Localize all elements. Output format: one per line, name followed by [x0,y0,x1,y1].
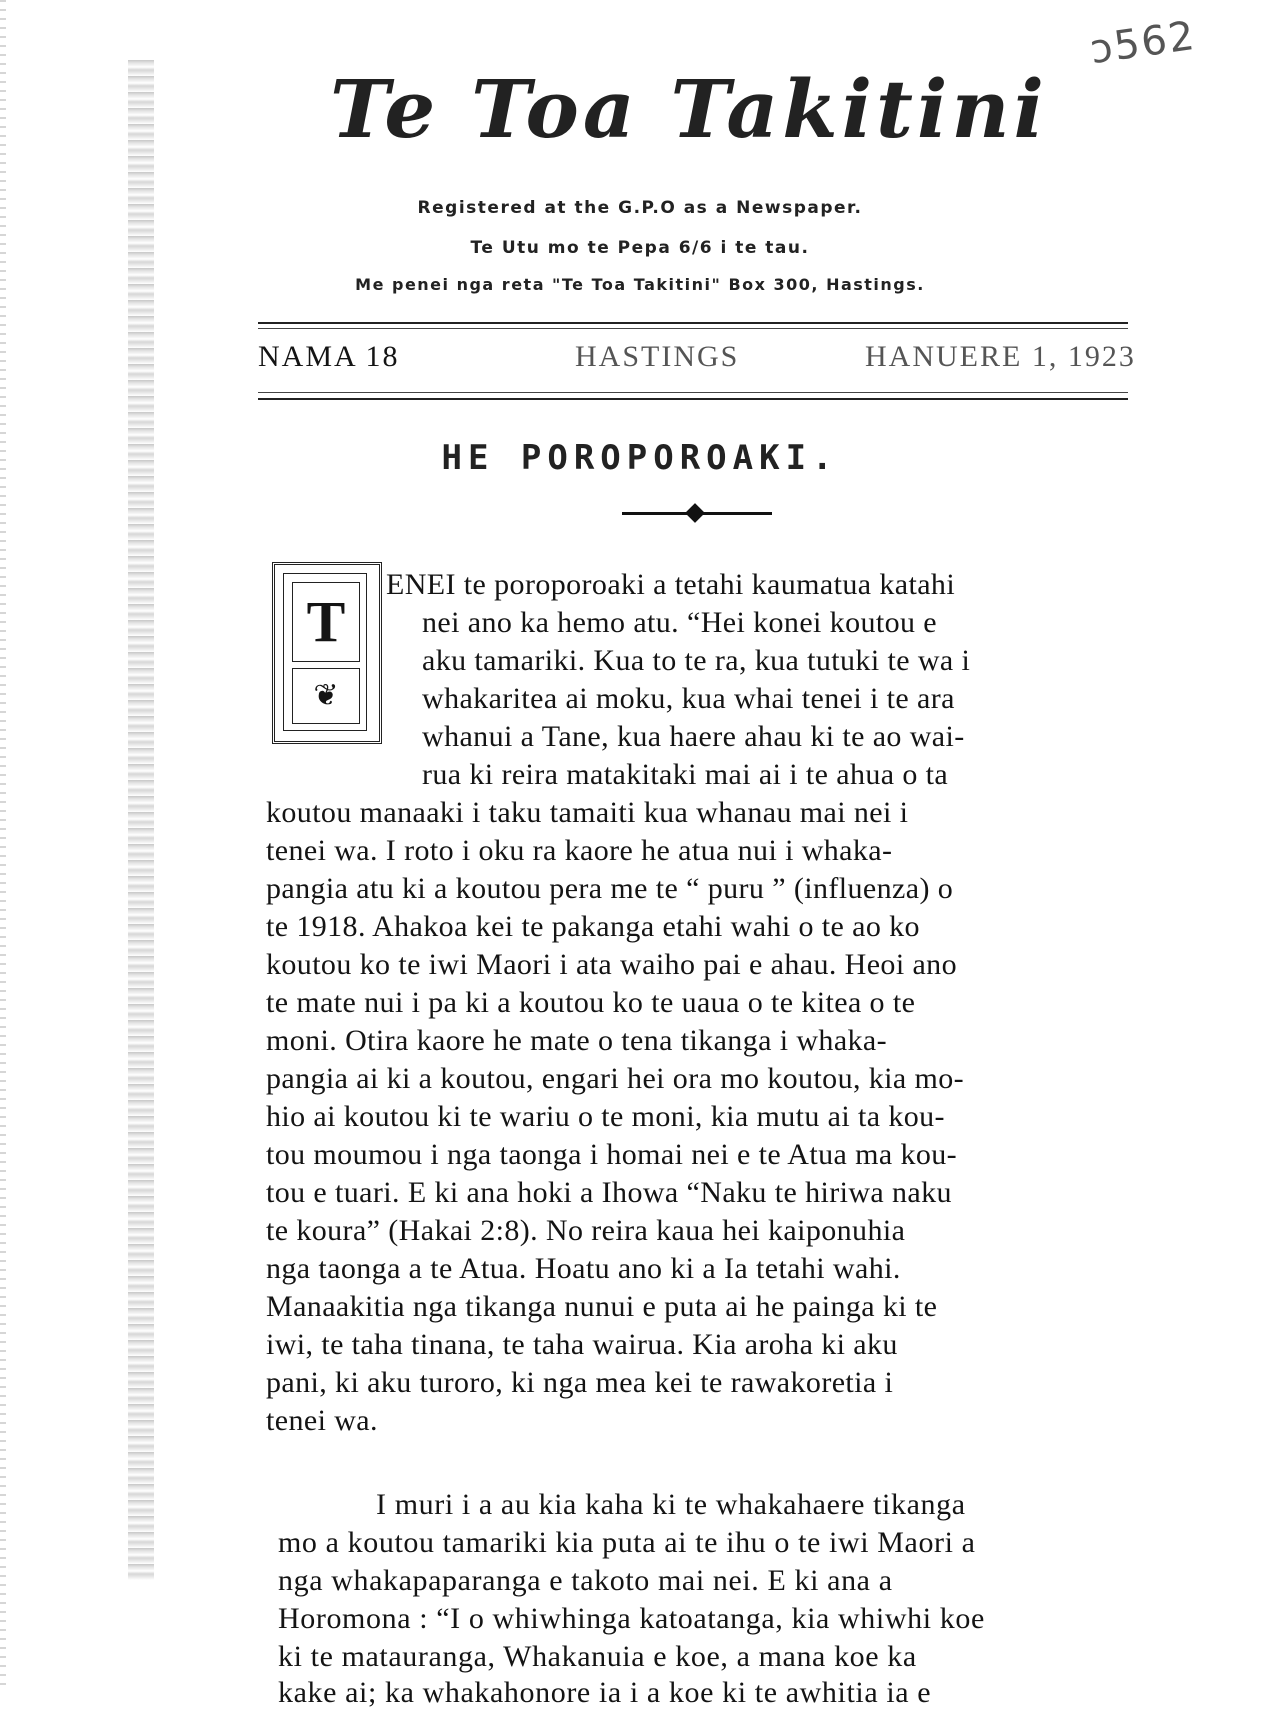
handwritten-note: ɔ562 [1087,12,1200,74]
text-line: rua ki reira matakitaki mai ai i te ahua o ta [422,758,949,791]
text-line: nga taonga a te Atua. Hoatu ano ki a Ia tetahi wahi. [266,1252,901,1285]
text-line: kake ai; ka whakahonore ia i a koe ki te awhitia ia e [278,1676,932,1709]
text-line: whanui a Tane, kua haere ahau ki te ao wai- [422,720,965,753]
text-line: pangia atu ki a koutou pera me te “ puru ” (influenza) o [266,872,954,905]
text-line: pani, ki aku turoro, ki nga mea kei te rawakoretia i [266,1366,894,1399]
masthead-title: Te Toa Takitini [330,62,1048,156]
article-title: HE POROPOROAKI. [441,438,839,478]
rule-top-thin [258,328,1128,329]
text-line: te mate nui i pa ki a koutou ko te uaua o te kitea o te [266,986,916,1019]
registration-line: Registered at the G.P.O as a Newspaper. [417,198,863,218]
text-line: hio ai koutou ki te wariu o te moni, kia mutu ai ta kou- [266,1100,945,1133]
text-line: tou e tuari. E ki ana hoki a Ihowa “Naku te hiriwa naku [266,1176,952,1209]
drop-cap-frame [283,573,367,731]
address-line: Me penei nga reta "Te Toa Takitini" Box 300, Hastings. [355,275,925,294]
text-line: iwi, te taha tinana, te taha wairua. Kia aroha ki aku [266,1328,898,1361]
text-line: I muri i a au kia kaha ki te whakahaere tikanga [376,1488,966,1521]
text-line: nei ano ka hemo atu. “Hei konei koutou e [422,606,938,639]
price-line: Te Utu mo te Pepa 6/6 i te tau. [470,238,810,258]
rule-bottom-thin [258,392,1128,393]
drop-cap-box [272,562,382,744]
text-line-cut [278,1676,932,1709]
issue-date: HANUERE 1, 1923 [865,340,1136,373]
text-line: mo a koutou tamariki kia puta ai te ihu o te iwi Maori a [278,1526,976,1559]
text-line: tou moumou i nga taonga i homai nei e te Atua ma kou- [266,1138,958,1171]
text-line: Manaakitia nga tikanga nunui e puta ai he painga ki te [266,1290,938,1323]
text-line: moni. Otira kaore he mate o tena tikanga i whaka- [266,1024,888,1057]
text-line: tenei wa. I roto i oku ra kaore he atua nui i whaka- [266,834,893,867]
divider-diamond [685,503,705,523]
text-line: koutou ko te iwi Maori i ata waiho pai e ahau. Heoi ano [266,948,957,981]
text-line: ENEI te poroporoaki a tetahi kaumatua katahi [386,568,956,601]
text-line: nga whakapaparanga e takoto mai nei. E ki ana a [278,1564,893,1597]
text-line: tenei wa. [266,1404,378,1437]
text-line: whakaritea ai moku, kua whai tenei i te ara [422,682,955,715]
issue-place: HASTINGS [575,340,740,373]
issue-number: NAMA 18 [258,340,400,373]
text-line: koutou manaaki i taku tamaiti kua whanau mai nei i [266,796,909,829]
rule-top [258,322,1128,324]
title-divider [622,512,772,515]
text-line: aku tamariki. Kua to te ra, kua tutuki te wa i [422,644,971,677]
text-line: Horomona : “I o whiwhinga katoatanga, kia whiwhi koe [278,1602,985,1635]
text-line: te 1918. Ahakoa kei te pakanga etahi wahi o te ao ko [266,910,920,943]
text-line: te koura” (Hakai 2:8). No reira kaua hei kaiponuhia [266,1214,906,1247]
rule-bottom [258,398,1128,400]
text-line: ki te matauranga, Whakanuia e koe, a mana koe ka [278,1640,917,1673]
text-line: pangia ai ki a koutou, engari hei ora mo koutou, kia mo- [266,1062,965,1095]
drop-cap-ornament: ❦ [292,668,360,724]
drop-cap-letter: T [292,582,360,662]
